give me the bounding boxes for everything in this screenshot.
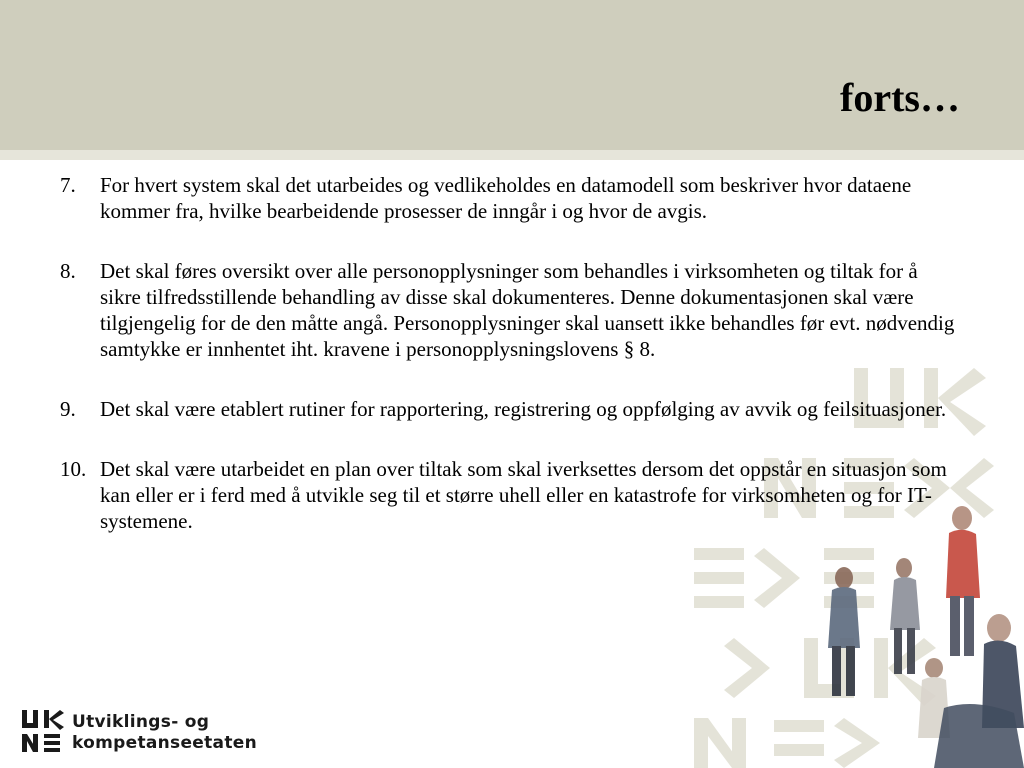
uke-logo-icon <box>22 710 64 752</box>
logo-wordmark <box>72 712 257 754</box>
list-item-text: Det skal være utarbeidet en plan over tiltak som skal iverksettes dersom det oppstår en situasjon som kan eller er i ferd med å utvikle seg til et større uhell eller en katastrofe for virksomheten og for IT-systemene. <box>100 457 947 533</box>
list-item-text: For hvert system skal det utarbeides og vedlikeholdes en datamodell som beskriver hvor dataene kommer fra, hvilke bearbeidende prosesser de inngår i og hvor de avgis. <box>100 173 912 223</box>
list-item-number: 7. <box>60 173 76 197</box>
list-item-number: 10. <box>60 457 87 481</box>
list-item-text: Det skal være etablert rutiner for rapportering, registrering og oppfølging av avvik og feilsituasjoner. <box>100 397 947 421</box>
list-item <box>60 396 960 422</box>
requirements-list <box>60 172 960 568</box>
list-item-number: 9. <box>60 397 76 421</box>
list-item <box>60 258 960 362</box>
header-divider <box>0 150 1024 160</box>
list-item <box>60 456 960 534</box>
list-item <box>60 172 960 224</box>
list-item-text: Det skal føres oversikt over alle personopplysninger som behandles i virksomheten og tiltak for å sikre tilfredsstillende behandling av disse skal dokumenteres. Denne dokumentasjonen skal være tilgjengelig for de den måtte angå. Personopplysninger skal uansett ikke behandles før evt. nødvendig samtykke er innhentet iht. kravene i personopplysningslovens § 8. <box>100 259 955 361</box>
logo-line-2: kompetanseetaten <box>72 733 257 753</box>
slide-title: forts… <box>840 75 960 120</box>
logo-line-1: Utviklings- og <box>72 712 210 732</box>
list-item-number: 8. <box>60 259 76 283</box>
